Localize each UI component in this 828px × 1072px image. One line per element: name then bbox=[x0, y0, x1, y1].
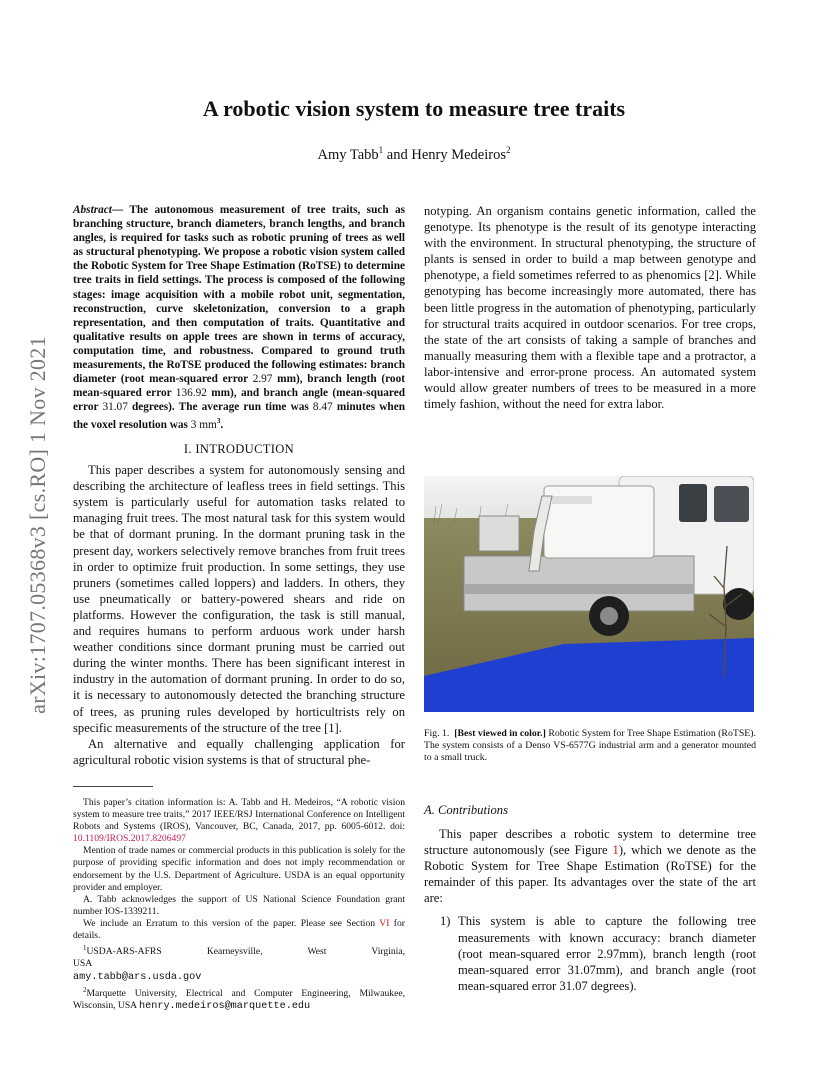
arxiv-id: arXiv:1707.05368v3 [cs.RO] 1 Nov 2021 bbox=[25, 336, 50, 714]
truck-window bbox=[679, 484, 707, 522]
author-2-affil: 2 bbox=[505, 145, 511, 155]
figure-1-photo bbox=[424, 476, 754, 712]
nsf-note: A. Tabb acknowledges the support of US National Science Foundation grant number IOS-1339211. bbox=[73, 893, 405, 917]
wheel-hub bbox=[600, 607, 618, 625]
contrib-text: ), which we denote as the Robotic System for Tree Shape Estimation (RoTSE) for the remainder of this paper. Its advantages over the state of the art are: bbox=[424, 843, 757, 906]
truck-robot-photo bbox=[424, 476, 754, 712]
author-2: Henry Medeiros bbox=[411, 146, 506, 163]
section-heading-introduction: I. INTRODUCTION bbox=[183, 442, 295, 456]
introduction-left bbox=[73, 441, 405, 768]
citation-text: This paper’s citation information is: A. Tabb and H. Medeiros, “A robotic vision system to measure tree traits,” 2017 IEEE/RSJ International Conference on Intelligent Robots and Systems (IROS), Vancouver, BC, Canada, 2017, pp. 6005-6012. doi: bbox=[73, 797, 405, 833]
subsection-heading-contributions: A. Contributions bbox=[424, 803, 508, 817]
footnote-rule bbox=[73, 786, 153, 787]
caption-text: Robotic System for Tree Shape Estimation (RoTSE). The system consists of a Denso VS-6577G industrial arm and a generator mounted to a small truck. bbox=[424, 728, 756, 764]
affiliation-2 bbox=[73, 984, 405, 1013]
contributions-body bbox=[424, 826, 756, 994]
authors-and: and bbox=[383, 146, 412, 163]
abstract-text: The autonomous measurement of tree traits, such as branching structure, branch diameters, branch lengths, and branch angles, is required for tasks such as robotic pruning of trees as well as structural phenotyping. We propose a robotic vision system called the Robotic System for Tree Shape Estimation (RoTSE) to determine tree traits in field settings. The process is composed of the following stages: image acquisition with a mobile robot unit, segmentation, reconstruction, curve skeletonization, conversion to a graph representation, and then computation of traits. Quantitative and qualitative results on apple trees are shown in terms of accuracy, computation time, and robustness. Compared to ground truth measurements, the RoTSE produced the following estimates: branch diameter (root mean-squared error bbox=[73, 204, 406, 386]
abstract bbox=[73, 203, 405, 432]
email[interactable]: henry.medeiros@marquette.edu bbox=[138, 1000, 311, 1012]
doi-link[interactable]: 10.1109/IROS.2017.8206497 bbox=[73, 833, 186, 845]
affiliation-1-email bbox=[73, 971, 405, 984]
contribution-list bbox=[424, 913, 756, 993]
abstract-text: . bbox=[220, 419, 224, 432]
affil-text: Marquette University, Electrical and Computer Engineering, Milwaukee, Wisconsin, USA bbox=[73, 987, 405, 1011]
intro-paragraph-2: An alternative and equally challenging application for agricultural robotic vision systems is that of structural phe- bbox=[73, 736, 405, 767]
abstract-sup: 3 bbox=[216, 417, 221, 426]
affil-mark: 2 bbox=[83, 985, 87, 994]
contributions-paragraph bbox=[424, 826, 756, 906]
abstract-value: 8.47 bbox=[312, 401, 333, 414]
abstract-value: 2.97 bbox=[252, 373, 273, 386]
abstract-value: 3 mm bbox=[190, 419, 217, 432]
list-item bbox=[424, 913, 756, 993]
erratum-text: for details. bbox=[73, 917, 405, 942]
abstract-text: degrees). The average run time was bbox=[127, 401, 313, 414]
intro-continuation: notyping. An organism contains genetic information, called the genotype. Its phenotype is the result of its genotype interacting with the environment. In structural phenotyping, the structure of plants is sensed in order to build a map between genotype and phenotype, a field sometimes referred to as phenomics [2]. While genotyping has become increasingly more automated, there has been little progress in the automation of phenotyping, particularly for structural traits acquired in outdoor scenarios. For tree crops, the state of the art consists of taking a sample of branches and manually measuring them with a flexible tape and a protractor, a labor-intensive and error-prone process. An automated system would allow greater numbers of trees to be measured in a more timely fashion, without the need for extra labor. bbox=[424, 204, 756, 412]
truck-window bbox=[714, 486, 749, 522]
intro-paragraph-1: This paper describes a system for autonomously sensing and describing the architecture of leafless trees in field settings. This system is particularly useful for automation tasks related to managing fruit trees. The most natural task for this system would be that of dormant pruning. In the dormant pruning task in the present day, workers selectively remove branches from fruit trees in order to optimize fruit production. In some settings, they use pruners (sometimes called loppers) and ladders. In others, they use pneumatically or battery-powered shears and ride on platforms. However the configuration, the task is still manual, and requires humans to perform arduous work under harsh weather conditions since dormant pruning must be carried out during the winter months. There has been significant interest in industry in the automation of dormant pruning. In order to do so, it is necessary to autonomously detected the branching structure of trees, as pruning rules developed by horticultrists rely on specific measurements of the structure of the tree [1]. bbox=[73, 463, 405, 735]
abstract-text: mm), and branch angle (mean-squared error bbox=[73, 387, 405, 414]
figure-link[interactable]: 1 bbox=[612, 843, 619, 858]
abstract-text: mm), branch length (root mean-squared error bbox=[73, 373, 405, 400]
section-link[interactable]: VI bbox=[379, 917, 390, 929]
figure-1-caption bbox=[424, 728, 756, 765]
abstract-dash: — bbox=[111, 204, 130, 216]
camera-rig bbox=[479, 516, 519, 551]
author-1: Amy Tabb bbox=[317, 146, 379, 163]
truck-bed bbox=[464, 556, 694, 611]
abstract-label: Abstract bbox=[73, 204, 112, 216]
generator-vent bbox=[552, 496, 592, 504]
author-line bbox=[0, 145, 828, 164]
contrib-text: This paper describes a robotic system to determine tree structure autonomously (see Figure bbox=[424, 827, 756, 858]
mention-note: Mention of trade names or commercial products in this publication is solely for the purpose of providing specific information and does not imply recommendation or endorsement by the U.S. Department of Agriculture. USDA is an equal opportunity provider and employer. bbox=[73, 845, 405, 893]
citation-note bbox=[73, 797, 405, 845]
affil-text: USDA-ARS-AFRS Kearneysville, West Virginia, USA bbox=[73, 946, 405, 970]
arxiv-sidebar bbox=[18, 285, 58, 765]
author-1-affil: 1 bbox=[378, 145, 384, 155]
abstract-value: 31.07 bbox=[102, 401, 128, 414]
footnotes bbox=[73, 797, 405, 1013]
abstract-text: minutes when the voxel resolution was bbox=[73, 401, 405, 432]
caption-bold: [Best viewed in color.] bbox=[454, 728, 546, 739]
list-number: 1) bbox=[440, 914, 451, 929]
bed-rail bbox=[464, 584, 694, 594]
caption-label: Fig. 1. bbox=[424, 728, 450, 739]
list-text: This system is able to capture the following tree measurements with known accuracy: branch diameter (root mean-squared error 2.97mm), branch length (root mean-squared error 31.07mm), and branch angle (root mean-squared error 31.07 degrees). bbox=[458, 914, 756, 993]
paper-title: A robotic vision system to measure tree traits bbox=[202, 96, 626, 121]
affil-mark: 1 bbox=[83, 944, 87, 953]
erratum-text: We include an Erratum to this version of the paper. Please see Section bbox=[83, 917, 380, 929]
affiliation-1 bbox=[73, 942, 405, 970]
erratum-note bbox=[73, 918, 405, 942]
abstract-value: 136.92 bbox=[175, 387, 207, 400]
email[interactable]: amy.tabb@ars.usda.gov bbox=[73, 971, 202, 983]
